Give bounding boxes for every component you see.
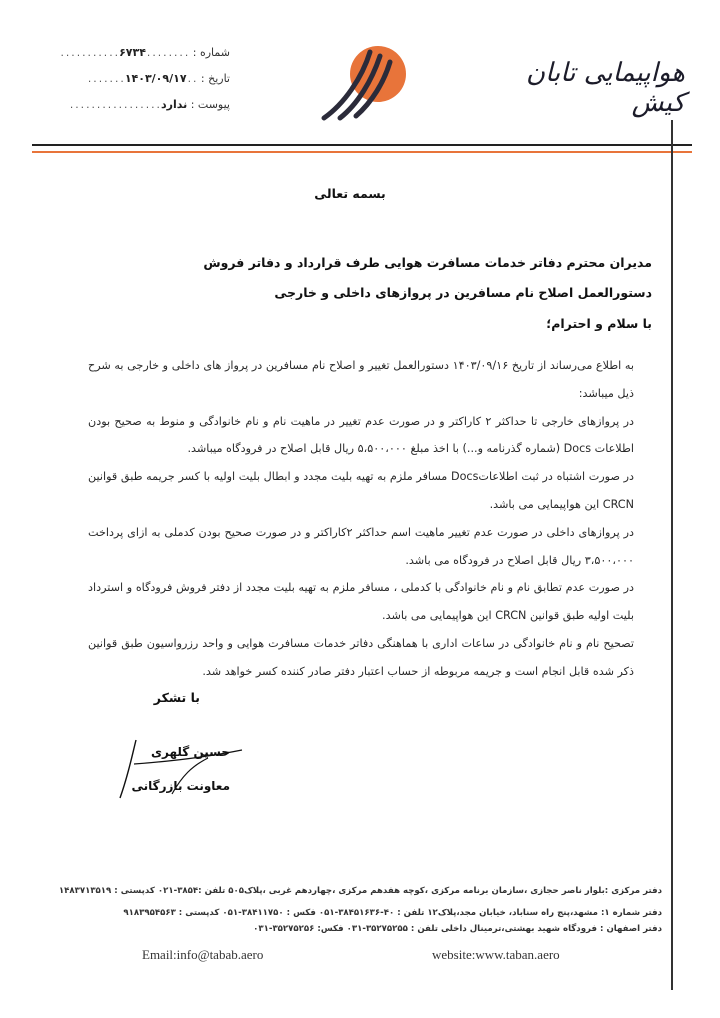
letter-date	[80, 72, 230, 85]
handwritten-signature-icon	[112, 736, 252, 802]
body-paragraph: در پروازهای داخلی در صورت عدم تغییر ماهیت اسم حداکثر ۲کاراکتر و در صورت صحیح بودن کدملی به ازای پرداخت ۳،۵۰۰،۰۰۰ ریال قابل اصلاح در فرودگاه می باشد.	[88, 525, 634, 567]
letter-attachment-label: پیوست :	[190, 98, 230, 111]
margin-line	[671, 120, 673, 990]
body-paragraph: به اطلاع می‌رساند از تاریخ ۱۴۰۳/۰۹/۱۶ دستورالعمل تغییر و اصلاح نام مسافرین در پرواز های داخلی و خارجی به شرح ذیل میباشد:	[88, 359, 635, 400]
letter-attachment-value: ندارد	[160, 98, 188, 111]
greeting: با سلام و احترام؛	[546, 316, 652, 331]
letter-number	[59, 46, 230, 59]
company-name-text: هواپیمایی تابان کیش	[526, 58, 685, 118]
letter-date-label: تاریخ :	[200, 72, 230, 85]
header-divider	[32, 144, 692, 146]
footer-address-mashhad: دفتر شماره ۱: مشهد،پنج راه سناباد، خیابان مجد،پلاک۱۲ تلفن : ۴۰-۳۸۴۵۱۶۳۶-۰۵۱ فکس : ۳۸۴۱۱۷۵۰-۰۵۱ کدپستی : ۹۱۸۳۹۵۴۵۶۳	[123, 908, 662, 918]
letter-date-value: ۱۴۰۳/۰۹/۱۷	[124, 72, 187, 85]
body-paragraph: تصحیح نام و نام خانوادگی در ساعات اداری با هماهنگی دفاتر خدمات مسافرت هوایی و واحد رزرواسیون طبق قوانین ذکر شده قابل انجام است و جریمه مربوطه از حساب اعتبار دفتر صادر کننده کسر خواهد شد.	[88, 636, 634, 678]
footer-email: Email:info@tabab.aero	[142, 947, 264, 962]
airline-logo-icon	[318, 44, 414, 124]
dots-leader: ........	[145, 49, 190, 59]
body-paragraph: در پروازهای خارجی تا حداکثر ۲ کاراکتر و در صورت عدم تغییر در ماهیت نام و نام خانوادگی و منوط به صحیح بودن اطلاعات Docs (شماره گذرنامه و...) با اخذ مبلغ ۵،۵۰۰،۰۰۰ ریال قابل اصلاح در فرودگاه میباشد.	[88, 414, 634, 456]
letter-number-label: شماره :	[192, 46, 230, 59]
signatory-title: معاونت بازرگانی	[131, 779, 230, 793]
footer-address-isfahan: دفتر اصفهان : فرودگاه شهید بهشتی،ترمینال داخلی تلفن : ۳۵۲۷۵۲۵۵-۰۳۱ فکس: ۳۵۲۷۵۲۵۶-۰۳۱	[253, 924, 662, 934]
footer-website: website:www.taban.aero	[432, 947, 560, 962]
subject-line: دستورالعمل اصلاح نام مسافرین در پروازهای داخلی و خارجی	[274, 285, 652, 300]
header-divider-accent	[32, 151, 692, 153]
letter-attachment	[68, 98, 230, 111]
body-paragraph: در صورت اشتباه در ثبت اطلاعاتDocs مسافر ملزم به تهیه بلیت مجدد و ابطال بلیت اولیه با کسر جریمه طبق قوانین CRCN این هواپیمایی می باشد.	[88, 470, 634, 511]
dots-leader: .................	[68, 101, 161, 111]
company-name	[505, 48, 685, 118]
footer-address-hq: دفتر مرکزی :بلوار ناصر حجازی ،سازمان برنامه مرکزی ،کوچه هفدهم مرکزی ،چهاردهم غربی ،پلاک۵۰۵ تلفن :۳۸۵۴-۰۲۱ کدپستی : ۱۴۸۳۷۱۳۵۱۹	[58, 886, 662, 896]
closing: با تشکر	[153, 690, 200, 705]
invocation: بسمه تعالی	[314, 186, 386, 201]
dots-leader: .......	[86, 75, 125, 85]
dots-leader: ...........	[59, 49, 120, 59]
letter-number-value: ۶۷۳۴	[119, 46, 146, 59]
body-paragraph: در صورت عدم تطابق نام و نام خانوادگی با کدملی ، مسافر ملزم به تهیه بلیت مجدد از دفتر فروش فرودگاه و استرداد بلیت اولیه طبق قوانین CRCN این هواپیمایی می باشد.	[88, 581, 634, 623]
signatory-name: حسین گلهری	[151, 745, 230, 759]
letter-body	[88, 352, 634, 686]
dots-leader: ..	[186, 75, 198, 85]
recipient-line: مدیران محترم دفاتر خدمات مسافرت هوایی طرف قرارداد و دفاتر فروش	[203, 255, 652, 270]
